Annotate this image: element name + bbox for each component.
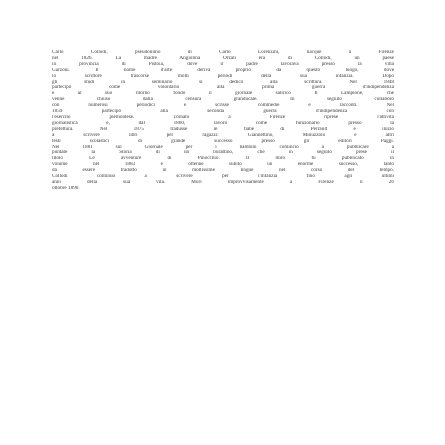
text-line: anni della sua vita. Morì improvvisamente a Firenze il 26 [52, 179, 394, 185]
text-line: titolo Le avventure di Pinocchio. Il libro fu pubblicato in [52, 156, 394, 162]
text-line: Collodi continuò a scrivere per l'infanzia fino agli ultimi [52, 174, 394, 180]
text-line: 1859 partecipò alla seconda guerra d'indipendenza con [52, 109, 394, 115]
text-line: gli studi in seminario si dedicò alla scrittura. Nel 1848 [52, 79, 394, 85]
text-line: da essere tradotto in moltissime lingue nel corso del tempo. [52, 168, 394, 174]
text-line: testi scolastici di grande successo presso gli editori Paggi. [52, 138, 394, 144]
text-line: nel 1826. La madre Angiolina Orzali era di Collodi, un paese [52, 55, 394, 61]
text-line: venne chiuso dalla censura granducale. In seguito collaborò [52, 97, 394, 103]
text-line: lo scrittore trascorse molti periodi della sua infanzia. Dopo [52, 73, 394, 79]
text-line: l'esercito piemontese. Tornato a Firenze riprese l'attività [52, 114, 394, 120]
text-line: Garzoni. Il nome d'arte deriva proprio da questo luogo, dove [52, 67, 394, 73]
text-line: e al suo ritorno fondò il giornale satirico Il Lampione, che [52, 91, 394, 97]
text-line: volume nel 1883 e ottenne subito un enorme successo, tanto [52, 162, 394, 168]
text-line: Carlo Collodi, pseudonimo di Carlo Lorenzini, nacque a Firenze [52, 50, 394, 55]
text-line: in provincia di Pistoia, dove il padre lavorava presso la villa [52, 61, 394, 67]
document-body-text [52, 50, 394, 192]
text-line: Nel 1881 sul Giornale per i bambini cominciò a pubblicare a [52, 144, 394, 150]
text-line: partecipò come volontario alla prima guerra d'indipendenza [52, 85, 394, 91]
text-line: ottobre 1890. [52, 185, 80, 191]
text-line: con numerosi periodici e scrisse commedie e racconti. Nel [52, 103, 394, 109]
text-line: prefettura. Nel 1875 tradusse le fiabe di Perrault e iniziò [52, 126, 394, 132]
text-line: giornalistica e, dal 1860, lavorò come funzionario presso la [52, 120, 394, 126]
document-page [52, 50, 394, 192]
text-line: a scrivere libri per ragazzi: Giannettino, Minuzzolo e altri [52, 132, 394, 138]
text-line: puntate la Storia di un burattino, che in seguito prese il [52, 150, 394, 156]
